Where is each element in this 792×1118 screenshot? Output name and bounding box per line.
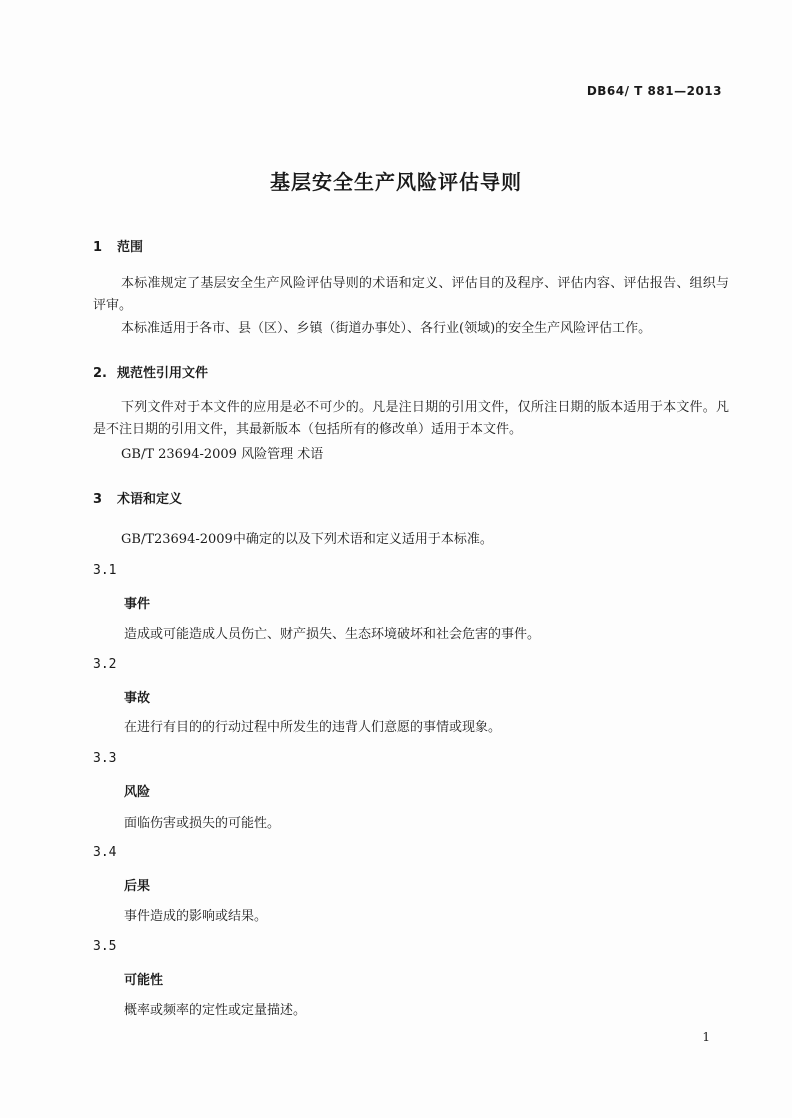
term-number: 3.5 xyxy=(93,939,117,954)
section-1-para-2: 本标准适用于各市、县（区）、乡镇（街道办事处）、各行业(领域)的安全生产风险评估工作。 xyxy=(121,321,652,336)
section-2-reference: GB/T 23694-2009 风险管理 术语 xyxy=(121,447,324,462)
section-1-para-1: 本标准规定了基层安全生产风险评估导则的术语和定义、评估目的及程序、评估内容、评估报告、组织与评审。 xyxy=(93,276,729,313)
section-2-number: 2. xyxy=(93,366,107,381)
term-name: 可能性 xyxy=(124,973,164,988)
term-definition: 事件造成的影响或结果。 xyxy=(124,909,268,924)
term-number: 3.3 xyxy=(93,751,117,766)
section-3-number: 3 xyxy=(93,492,103,507)
section-2-title: 规范性引用文件 xyxy=(117,366,209,381)
section-2-para-1: 下列文件对于本文件的应用是必不可少的。凡是注日期的引用文件，仅所注日期的版本适用于本文件。凡是不注日期的引用文件，其最新版本（包括所有的修改单）适用于本文件。 xyxy=(93,400,729,437)
section-2-heading xyxy=(93,362,208,381)
section-3-title: 术语和定义 xyxy=(117,492,183,507)
term-definition: 概率或频率的定性或定量描述。 xyxy=(124,1003,307,1018)
section-1-number: 1 xyxy=(93,240,103,255)
term-definition: 在进行有目的的行动过程中所发生的违背人们意愿的事情或现象。 xyxy=(124,720,502,735)
term-name: 事件 xyxy=(124,597,151,612)
section-1-heading xyxy=(93,236,143,255)
document-title: 基层安全生产风险评估导则 xyxy=(270,170,522,194)
page-number: 1 xyxy=(702,1030,710,1044)
section-3-intro: GB/T23694-2009中确定的以及下列术语和定义适用于本标准。 xyxy=(121,532,493,547)
term-name: 风险 xyxy=(124,785,151,800)
section-1-title: 范围 xyxy=(117,240,144,255)
term-definition: 造成或可能造成人员伤亡、财产损失、生态环境破坏和社会危害的事件。 xyxy=(124,627,541,642)
term-name: 事故 xyxy=(124,691,151,706)
term-name: 后果 xyxy=(124,879,151,894)
section-3-heading xyxy=(93,488,182,507)
term-number: 3.4 xyxy=(93,845,117,860)
term-definition: 面临伤害或损失的可能性。 xyxy=(124,816,281,831)
standard-code: DB64/ T 881—2013 xyxy=(586,84,722,98)
term-number: 3.1 xyxy=(93,563,117,578)
term-number: 3.2 xyxy=(93,657,117,672)
